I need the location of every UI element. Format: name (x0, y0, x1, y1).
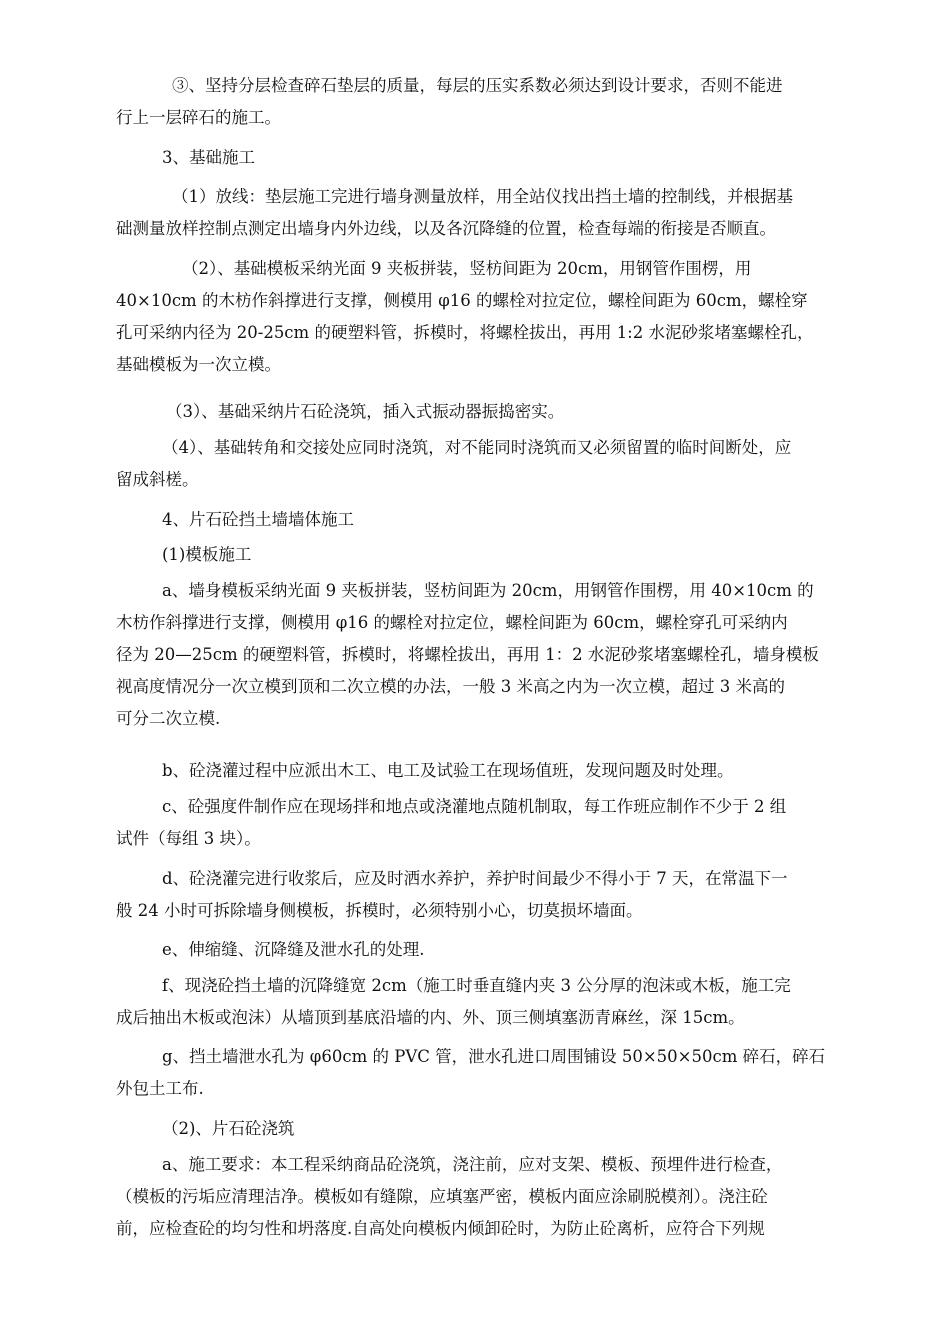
text-line: 留成斜槎。 (116, 470, 199, 489)
paragraph-13 (116, 934, 886, 966)
paragraph-15 (116, 1041, 886, 1105)
text-line: 前，应检查砼的均匀性和坍落度.自高处向模板内倾卸砼时，为防止砼离析，应符合下列规 (116, 1219, 765, 1238)
text-line: 成后抽出木板或泡沫）从墙顶到基底沿墙的内、外、顶三侧填塞沥青麻丝，深 15cm。 (116, 1008, 745, 1027)
text-line: d、砼浇灌完进行收浆后，应及时洒水养护，养护时间最少不得小于 7 天，在常温下一 (162, 869, 788, 888)
text-line: e、伸缩缝、沉降缝及泄水孔的处理. (162, 940, 425, 959)
text-line: （2)、片石砼浇筑 (162, 1119, 295, 1138)
text-line: （模板的污垢应清理洁净。模板如有缝隙，应填塞严密，模板内面应涂刷脱模剂）。浇注砼 (116, 1187, 768, 1206)
paragraph-14 (116, 970, 886, 1034)
text-line: （3）、基础采纳片石砼浇筑，插入式振动器振捣密实。 (166, 402, 565, 421)
text-line: c、砼强度件制作应在现场拌和地点或浇灌地点随机制取，每工作班应制作不少于 2 组 (162, 797, 787, 816)
section-heading-3 (116, 142, 886, 174)
text-line: （4）、基础转角和交接处应同时浇筑，对不能同时浇筑而又必须留置的临时间断处，应 (162, 438, 792, 457)
text-line: g、挡土墙泄水孔为 φ60cm 的 PVC 管，泄水孔进口周围铺设 50×50×50cm 碎石，碎石 (162, 1047, 826, 1066)
paragraph-6 (116, 432, 886, 496)
text-line: f、现浇砼挡土墙的沉降缝宽 2cm（施工时垂直缝内夹 3 公分厚的泡沫或木板，施工完 (162, 976, 791, 995)
text-line: 试件（每组 3 块）。 (116, 829, 261, 848)
text-line: 视高度情况分一次立模到顶和二次立模的办法，一般 3 米高之内为一次立模，超过 3 米高的 (116, 677, 785, 696)
paragraph-11 (116, 791, 886, 855)
paragraph-17 (116, 1149, 886, 1245)
text-line: a、墙身模板采纳光面 9 夹板拼装，竖枋间距为 20cm，用钢管作围楞，用 40×10cm 的 (162, 581, 814, 600)
paragraph-9 (116, 575, 886, 735)
paragraph-5 (116, 396, 886, 428)
text-line: 木枋作斜撑进行支撑，侧模用 φ16 的螺栓对拉定位，螺栓间距为 60cm，螺栓穿孔可采纳内 (116, 613, 788, 632)
text-line: 般 24 小时可拆除墙身侧模板，拆模时，必须特别小心，切莫损坏墙面。 (116, 901, 643, 920)
text-line: （1）放线：垫层施工完进行墙身测量放样，用全站仪找出挡土墙的控制线，并根据基 (172, 187, 793, 206)
text-line: ③、坚持分层检查碎石垫层的质量，每层的压实系数必须达到设计要求，否则不能进 (172, 76, 783, 95)
text-line: 40×10cm 的木枋作斜撑进行支撑，侧模用 φ16 的螺栓对拉定位，螺栓间距为 60cm，螺栓穿 (116, 291, 808, 310)
text-line: 础测量放样控制点测定出墙身内外边线，以及各沉降缝的位置，检查每端的衔接是否顺直。 (116, 219, 776, 238)
subsection-heading-1 (116, 539, 886, 571)
paragraph-4 (116, 253, 886, 381)
text-line: 外包土工布. (116, 1079, 204, 1098)
text-line: b、砼浇灌过程中应派出木工、电工及试验工在现场值班，发现问题及时处理。 (162, 761, 734, 780)
subsection-heading-2 (116, 1113, 886, 1145)
text-line: 孔可采纳内径为 20-25cm 的硬塑料管，拆模时，将螺栓拔出，再用 1:2 水泥砂浆堵塞螺栓孔， (116, 323, 814, 342)
paragraph-1 (116, 70, 886, 134)
section-heading-4 (116, 504, 886, 536)
text-line: 基础模板为一次立模。 (116, 355, 281, 374)
text-line: 可分二次立模. (116, 709, 221, 728)
paragraph-12 (116, 863, 886, 927)
text-line: a、施工要求：本工程采纳商品砼浇筑，浇注前，应对支架、模板、预埋件进行检查， (162, 1155, 783, 1174)
text-line: 4、片石砼挡土墙墙体施工 (162, 510, 354, 529)
text-line: （2）、基础模板采纳光面 9 夹板拼装，竖枋间距为 20cm，用钢管作围楞，用 (182, 259, 752, 278)
text-line: 径为 20—25cm 的硬塑料管，拆模时，将螺栓拔出，再用 1：2 水泥砂浆堵塞螺栓孔，墙身模板 (116, 645, 819, 664)
text-line: (1)模板施工 (162, 545, 252, 564)
paragraph-10 (116, 755, 886, 787)
paragraph-3 (116, 181, 886, 245)
text-line: 3、基础施工 (162, 148, 255, 167)
text-line: 行上一层碎石的施工。 (116, 108, 281, 127)
